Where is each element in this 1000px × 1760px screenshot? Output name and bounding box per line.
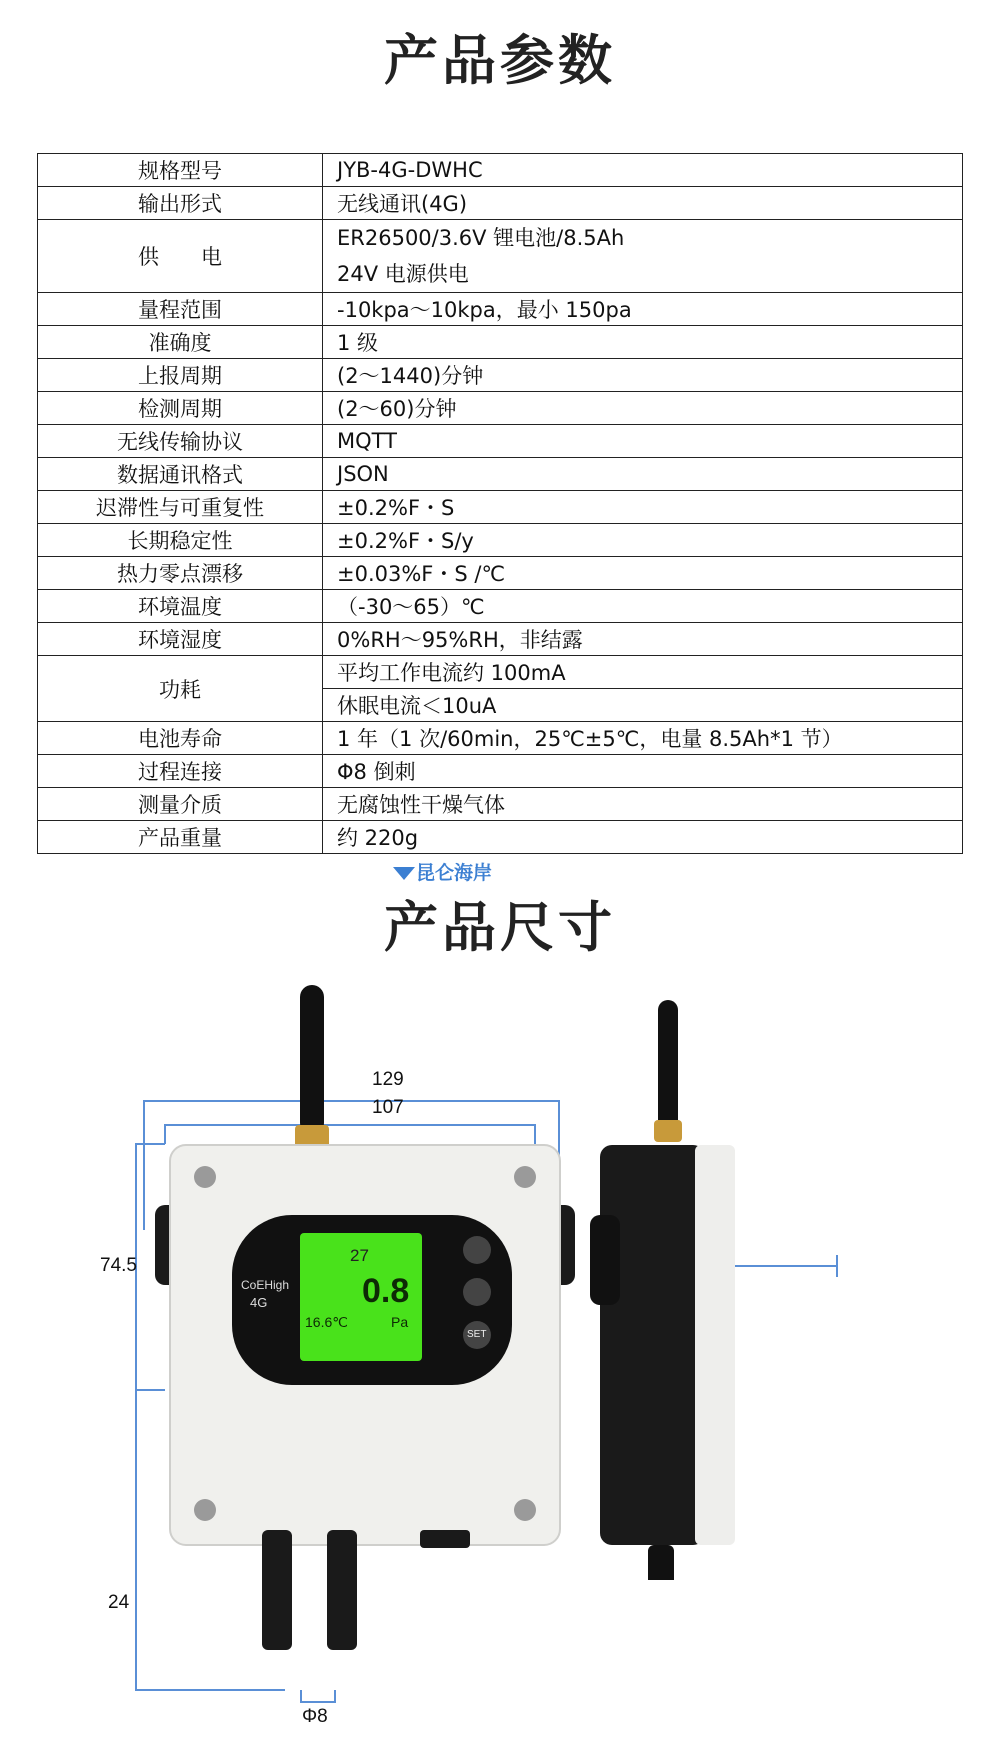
device-front-image [155,985,575,1705]
spec-key: 热力零点漂移 [38,557,323,590]
spec-key: 功耗 [38,656,323,722]
spec-key: 环境温度 [38,590,323,623]
spec-value: ±0.2%F・S [323,491,963,524]
cable-gland [420,1530,470,1548]
spec-key: 检测周期 [38,392,323,425]
spec-row [38,557,963,590]
device-network-label: 4G [250,1295,268,1310]
spec-value: (2～60)分钟 [323,392,963,425]
spec-value: ±0.03%F・S /℃ [323,557,963,590]
side-body-dark [600,1145,705,1545]
antenna-connector [654,1120,682,1142]
spec-value: 无腐蚀性干燥气体 [323,788,963,821]
spec-value: 约 220g [323,821,963,854]
up-button-icon [463,1236,491,1264]
lcd-main-value: 0.8 [362,1272,410,1310]
spec-key: 测量介质 [38,788,323,821]
spec-row [38,458,963,491]
spec-key: 无线传输协议 [38,425,323,458]
spec-value: Φ8 倒刺 [323,755,963,788]
spec-value: 1 级 [323,326,963,359]
dim-label-107: 107 [372,1097,404,1118]
spec-row [38,154,963,187]
spec-key: 量程范围 [38,293,323,326]
watermark-cn: 昆仑海岸 [416,862,493,884]
spec-row [38,491,963,524]
spec-value: -10kpa～10kpa，最小 150pa [323,293,963,326]
spec-value: 休眠电流＜10uA [323,689,963,722]
dim-label-129: 129 [372,1069,404,1090]
spec-row [38,220,963,293]
spec-row [38,326,963,359]
mount-ear [590,1215,620,1305]
spec-value: (2～1440)分钟 [323,359,963,392]
spec-value: 0%RH～95%RH，非结露 [323,623,963,656]
spec-value: ±0.2%F・S/y [323,524,963,557]
antenna [300,985,324,1135]
spec-value [323,220,963,293]
brand-logo-icon [392,863,416,881]
set-label: SET [467,1329,487,1340]
screw-icon [194,1499,216,1521]
screw-icon [514,1499,536,1521]
spec-value: JYB-4G-DWHC [323,154,963,187]
spec-value: JSON [323,458,963,491]
lcd-temp-value: 16.6℃ [305,1314,348,1330]
spec-key: 过程连接 [38,755,323,788]
spec-key: 准确度 [38,326,323,359]
device-brand: CoEHigh [241,1278,290,1292]
spec-key: 长期稳定性 [38,524,323,557]
lcd-unit: Pa [391,1314,409,1330]
spec-row [38,755,963,788]
antenna [658,1000,678,1140]
spec-key: 环境湿度 [38,623,323,656]
right-button-icon [463,1278,491,1306]
brand-watermark [392,858,492,885]
spec-row [38,821,963,854]
spec-key: 产品重量 [38,821,323,854]
spec-key: 上报周期 [38,359,323,392]
dim-tick [143,1100,145,1230]
spec-key: 电池寿命 [38,722,323,755]
lcd-top-value: 27 [350,1246,369,1265]
spec-value: 无线通讯(4G) [323,187,963,220]
dim-label-port: Φ8 [302,1706,328,1727]
device-side-image [590,1000,750,1580]
spec-row [38,722,963,755]
spec-table [37,153,963,854]
spec-row [38,359,963,392]
spec-row [38,590,963,623]
spec-row [38,187,963,220]
spec-value-line: 24V 电源供电 [337,262,469,286]
spec-row [38,623,963,656]
spec-key: 规格型号 [38,154,323,187]
spec-key: 输出形式 [38,187,323,220]
screw-icon [514,1166,536,1188]
side-body-light [695,1145,735,1545]
spec-value: 1 年（1 次/60min，25℃±5℃，电量 8.5Ah*1 节） [323,722,963,755]
spec-row [38,293,963,326]
spec-row [38,425,963,458]
spec-value: 平均工作电流约 100mA [323,656,963,689]
pressure-port-right [327,1530,357,1650]
section-title-params: 产品参数 [384,29,616,92]
spec-value-line: ER26500/3.6V 锂电池/8.5Ah [337,226,625,250]
dim-label-74-5: 74.5 [100,1255,137,1276]
spec-row [38,656,963,689]
spec-row [38,392,963,425]
spec-key: 供 电 [38,220,323,293]
section-title-dimensions: 产品尺寸 [384,896,616,959]
screw-icon [194,1166,216,1188]
spec-value: （-30～65）℃ [323,590,963,623]
spec-key: 迟滞性与可重复性 [38,491,323,524]
dim-tick [836,1255,838,1277]
dim-label-24: 24 [108,1592,130,1613]
spec-value: MQTT [323,425,963,458]
pressure-port [648,1545,674,1580]
spec-key: 数据通讯格式 [38,458,323,491]
pressure-port-left [262,1530,292,1650]
spec-row [38,788,963,821]
dim-line-vertical [135,1143,137,1690]
spec-row [38,524,963,557]
